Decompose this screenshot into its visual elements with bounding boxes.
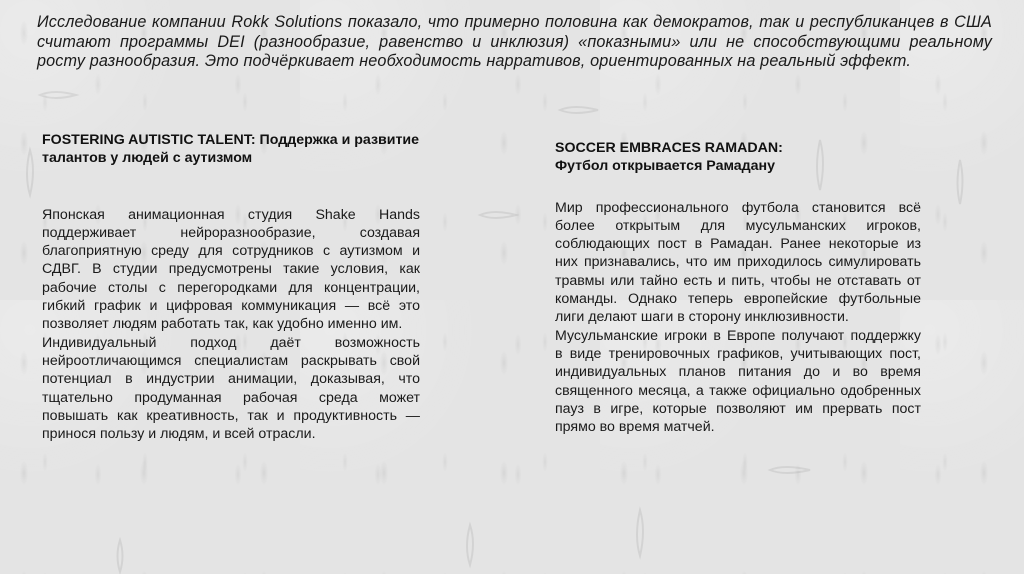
fish-mark — [770, 467, 810, 473]
fish-mark — [467, 525, 473, 565]
left-paragraph-2: Индивидуальный подход даёт возможность нейроотличающимся специалистам раскрывать свой потенциал в индустрии анимации, доказывая, что тщательно продуманная рабочая среда может повышать как креативность, так и продуктивность — принося пользу и людям, и всей отрасли. — [42, 334, 420, 443]
left-heading-en: FOSTERING AUTISTIC TALENT: — [42, 132, 256, 148]
fish-mark — [118, 540, 123, 572]
left-column — [42, 131, 420, 443]
fish-mark — [958, 160, 963, 204]
right-heading-en: SOCCER EMBRACES RAMADAN: — [555, 140, 783, 156]
fish-mark — [40, 92, 76, 98]
right-heading-ru: Футбол открывается Рамадану — [555, 158, 776, 175]
fish-mark — [27, 150, 33, 195]
intro-paragraph: Исследование компании Rokk Solutions показало, что примерно половина как демократов, так и республиканцев в США считают программы DEI (разнообразие, равенство и инклюзия) «показными» или не способствующими реальному росту разнообразия. Это подчёркивает необходимость нарративов, ориентированных на реальный эффект. — [37, 13, 992, 70]
left-heading — [42, 131, 420, 168]
right-paragraph-2: Мусульманские игроки в Европе получают поддержку в виде тренировочных графиков, учитывающих пост, индивидуальных планов питания до и во время священного месяца, а также официально одобренных пауз в игре, которые позволяют им прервать пост прямо во время матчей. — [555, 327, 921, 436]
fish-mark — [560, 107, 598, 113]
right-paragraph-1: Мир профессионального футбола становится всё более открытым для мусульманских игроков, соблюдающих пост в Рамадан. Ранее некоторые из них признавались, что им приходилось симулировать травмы или тайно есть и пить, чтобы не отставать от команды. Однако теперь европейские футбольные лиги делают шаги в сторону инклюзивности. — [555, 199, 921, 326]
left-heading-ru: Поддержка и развитие талантов у людей с аутизмом — [42, 132, 420, 167]
right-column — [555, 139, 921, 436]
left-paragraph-1: Японская анимационная студия Shake Hands поддерживает нейроразнообразие, создавая благоприятную среду для сотрудников с аутизмом и СДВГ. В студии предусмотрены такие условия, как рабочие столы с перегородками для концентрации, гибкий график и цифровая коммуникация — всё это позволяет людям работать так, как удобно именно им. — [42, 206, 420, 333]
fish-mark — [480, 212, 516, 218]
fish-mark — [637, 510, 643, 556]
